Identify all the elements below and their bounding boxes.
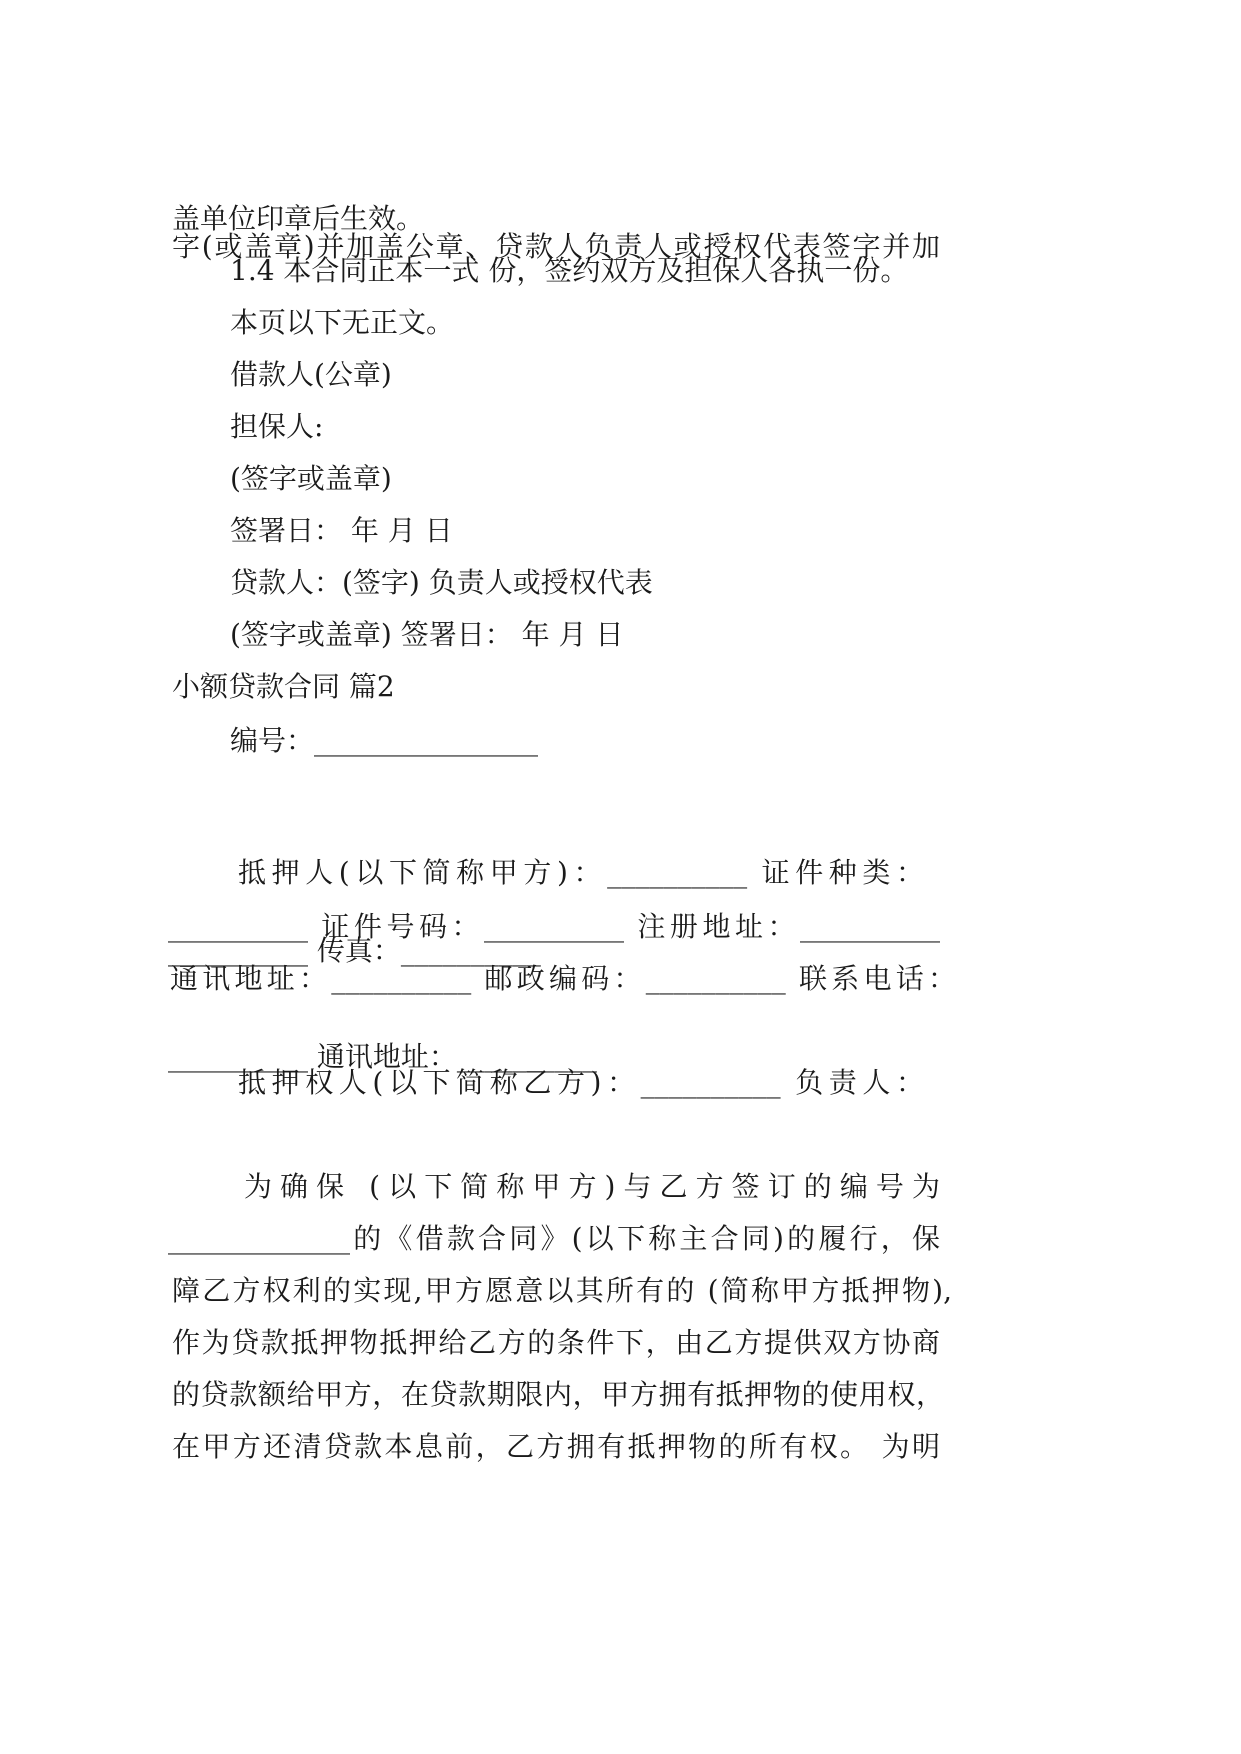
paragraph-text: 字(或盖章)并加盖公章、贷款人负责人或授权代表签字并加 — [172, 230, 940, 263]
mortgagee-line: __________ 通讯地址：__________ — [168, 1040, 597, 1073]
guarantor-label: 担保人: — [230, 410, 324, 443]
body-text: 为确保 (以下简称甲方)与乙方签订的编号为 — [244, 1170, 940, 1203]
mortgagee-text: 抵押权人(以下简称乙方)：__________ 负责人： — [238, 1066, 924, 1099]
body-text: 障乙方权利的实现,甲方愿意以其所有的 (简称甲方抵押物), — [172, 1274, 952, 1307]
mortgagor-text: __________ 证件号码：__________ 注册地址：__________ — [168, 910, 940, 943]
mortgagor-text: 通讯地址：__________ 邮政编码：__________ 联系电话： — [170, 962, 956, 995]
paragraph-line: 盖单位印章后生效。 — [172, 202, 425, 235]
body-text: 作为贷款抵押物抵押给乙方的条件下，由乙方提供双方协商 — [172, 1326, 940, 1359]
body-text: 在甲方还清贷款本息前，乙方拥有抵押物的所有权。 为明 — [172, 1430, 940, 1463]
mortgagor-line — [238, 773, 924, 889]
mortgagor-text: 抵押人(以下简称甲方)：__________ 证件种类： — [238, 856, 924, 889]
borrower-signature-label: 借款人(公章) — [230, 358, 392, 391]
body-text: _____________的《借款合同》(以下称主合同)的履行，保 — [168, 1222, 940, 1255]
sign-date-label: 签署日： 年 月 日 — [230, 514, 453, 547]
no-more-text-note: 本页以下无正文。 — [230, 306, 455, 339]
lender-sign-date-label: (签字或盖章) 签署日： 年 月 日 — [230, 618, 624, 651]
contract-number-line: 编号：________________ — [230, 724, 539, 757]
guarantor-sign-label: (签字或盖章) — [230, 462, 392, 495]
body-line — [244, 1087, 940, 1203]
body-text: 的贷款额给甲方，在贷款期限内，甲方拥有抵押物的使用权， — [172, 1378, 944, 1411]
clause-1-4: 1.4 本合同正本一式 份，签约双方及担保人各执一份。 — [230, 254, 909, 287]
mortgagor-line: __________ 传真：__________ — [168, 934, 541, 967]
lender-signature-label: 贷款人：(签字) 负责人或授权代表 — [230, 566, 653, 599]
contract-2-heading: 小额贷款合同 篇2 — [172, 670, 395, 703]
